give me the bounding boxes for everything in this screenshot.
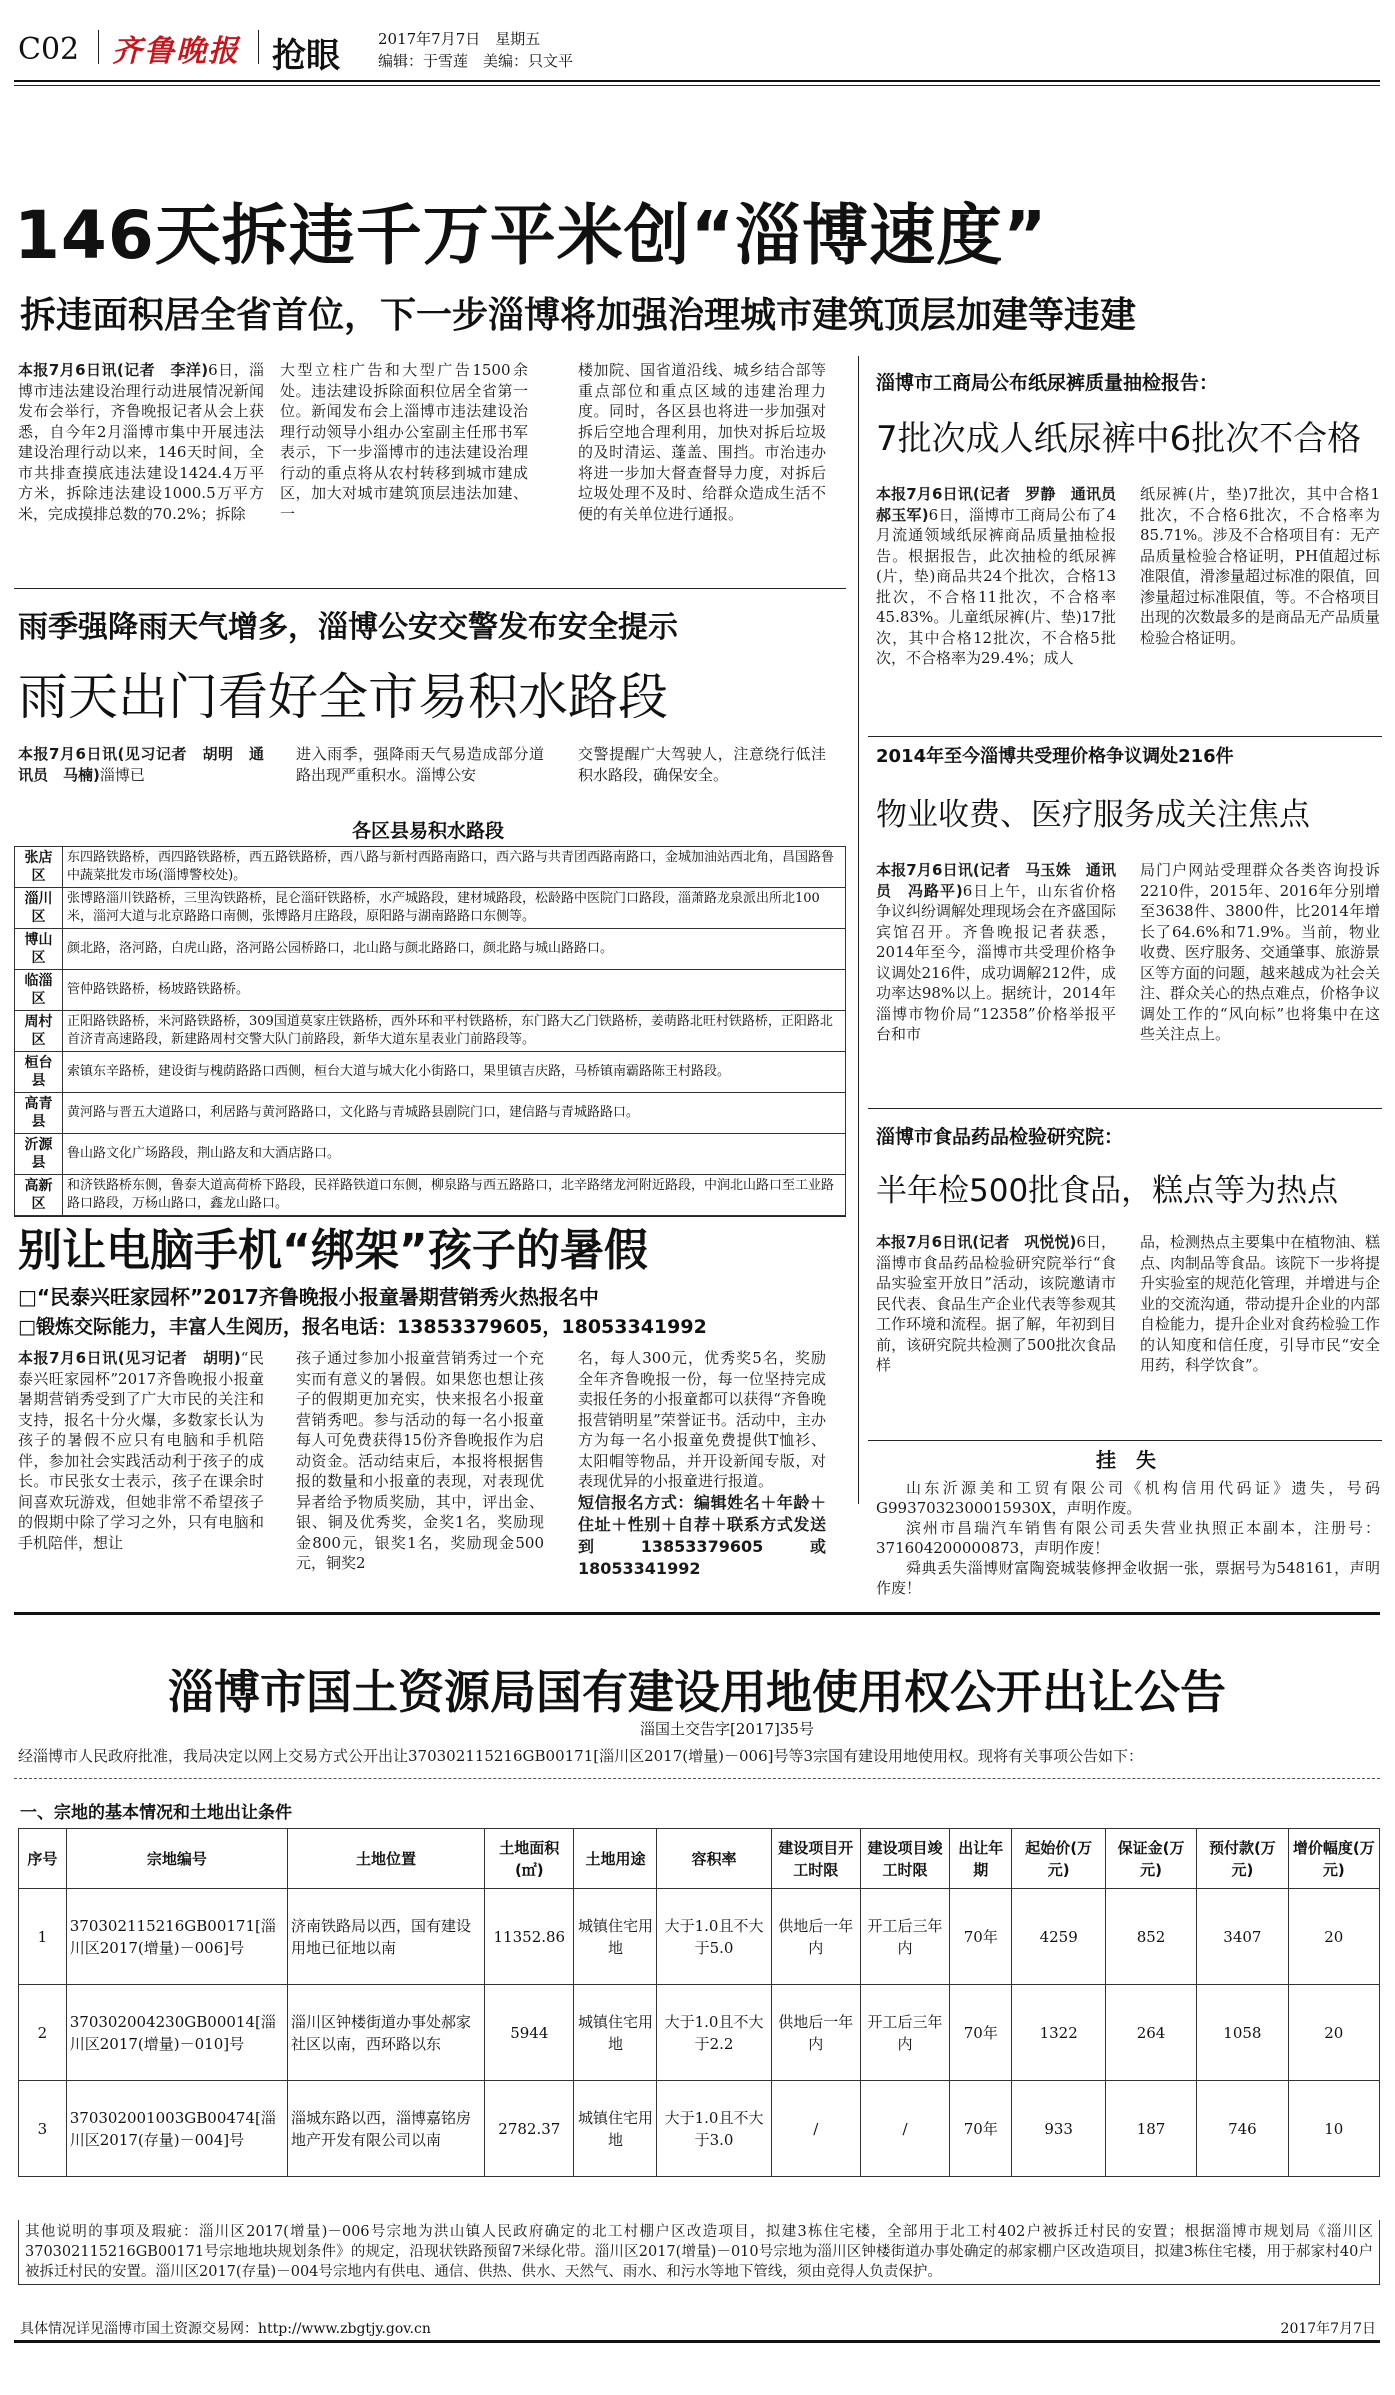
district-roads: 黄河路与晋五大道路口，利居路与黄河路路口，文化路与青城路县剧院门口，建信路与青城路路口。: [63, 1093, 846, 1134]
lost-notice-item: 滨州市昌瑞汽车销售有限公司丢失营业执照正本副本，注册号：371604200000873，声明作废！: [876, 1519, 1380, 1557]
rain-byline: 本报7月6日讯(见习记者 胡明 通讯员 马楠): [18, 745, 264, 784]
flood-table-row: [15, 1011, 846, 1052]
district-roads: 正阳路铁路桥，米河路铁路桥，309国道莫家庄铁路桥，西外环和平村铁路桥，东门路大乙门铁路桥，姜萌路北旺村铁路桥，正阳路北首济青高速路段，新建路周村交警大队门前路段，新华大道东星表业门前路段等。: [63, 1011, 846, 1052]
district-roads: 东四路铁路桥，西四路铁路桥，西五路铁路桥，西八路与新村西路南路口，西六路与共青团西路南路口，金城加油站西北角，昌国路鲁中蔬菜批发市场(淄博警校处)。: [63, 847, 846, 888]
price-column-2: 局门户网站受理群众各类咨询投诉2210件，2015年、2016年分别增至3638件、3800件，比2014年增长了64.6%和71.9%。当前，物业收费、医疗服务、交通肇事、旅游景区等方面的问题，越来越成为社会关注、群众关心的热点难点，价格争议调处工作的“风向标”也将集中在这些关注点上。: [1140, 861, 1381, 1043]
rain-kicker: 雨季强降雨天气增多，淄博公安交警发布安全提示: [18, 610, 678, 645]
district-roads: 鲁山路文化广场路段，荆山路友和大酒店路口。: [63, 1134, 846, 1175]
column-divider: [858, 356, 859, 1504]
land-table-header: 土地位置: [287, 1829, 484, 1889]
land-table-cell: 370302115216GB00171[淄川区2017(增量)－006]号: [66, 1889, 287, 1985]
land-table-header: 保证金(万元): [1105, 1829, 1196, 1889]
masthead-divider: [258, 30, 259, 64]
land-table-header: 土地用途: [574, 1829, 657, 1889]
district-roads: 张博路淄川铁路桥，三里沟铁路桥，昆仑淄矸铁路桥，水产城路段，建材城路段，松龄路中医院门口路段，淄萧路龙泉派出所北100米，淄河大道与北京路路口南侧，张博路月庄路段，原阳路与湖南路路口东侧等。: [63, 888, 846, 929]
flood-table-row: [15, 929, 846, 970]
diaper-column-2: 纸尿裤(片，垫)7批次，其中合格1批次，不合格6批次，不合格率为85.71%。涉及不合格项目有：无产品质量检验合格证明，PH值超过标准限值，滑渗量超过标准的限值，回渗量超过标准限值，等。不合格项目出现的次数最多的是商品无产品质量检验合格证明。: [1140, 485, 1381, 647]
land-table-cell: 济南铁路局以西，国有建设用地已征地以南: [287, 1889, 484, 1985]
land-table-cell: 70年: [950, 1985, 1012, 2081]
diaper-headline: 7批次成人纸尿裤中6批次不合格: [876, 419, 1362, 459]
editor-credits: 编辑：于雪莲 美编：只文平: [378, 52, 574, 70]
land-table-cell: 1322: [1012, 1985, 1105, 2081]
masthead-divider: [98, 30, 99, 64]
section-rule: [14, 1216, 846, 1217]
notice-footer-link: 具体情况详见淄博市国土资源交易网：http://www.zbgtjy.gov.cn: [20, 2321, 431, 2337]
lost-notice-item: 山东沂源美和工贸有限公司《机构信用代码证》遗失，号码G9937032300015930X，声明作废。: [876, 1479, 1380, 1517]
section-rule: [868, 1440, 1382, 1441]
flood-table-wrap: [14, 846, 846, 1216]
land-table-cell: 城镇住宅用地: [574, 1889, 657, 1985]
lead-column-1: [18, 360, 264, 524]
land-table-cell: 供地后一年内: [771, 1985, 860, 2081]
lead-column-3: 楼加院、国省道沿线、城乡结合部等重点部位和重点区域的违建治理力度。同时，各区县也将进一步加强对拆后空地合理利用，加快对拆后垃圾的及时清运、蓬盖、围挡。市治违办将进一步加大督查督导力度，对拆后垃圾处理不及时、给群众造成生活不便的有关单位进行通报。: [578, 361, 826, 523]
land-table-cell: 供地后一年内: [771, 1889, 860, 1985]
land-table-cell: 大于1.0且不大于2.2: [657, 1985, 771, 2081]
land-table-header: 序号: [19, 1829, 67, 1889]
summer-text-3: 名，每人300元，优秀奖5名，奖励全年齐鲁晚报一份，每一位坚持完成卖报任务的小报童都可以获得“齐鲁晚报营销明星”荣誉证书。活动中，主办方为每一名小报童免费提供T恤衫、太阳帽等物品，并开设新闻专版，对表现优异的小报童进行报道。: [578, 1349, 826, 1490]
food-kicker: 淄博市食品药品检验研究院：: [876, 1126, 1124, 1148]
section-name: 抢眼: [272, 36, 340, 76]
flood-table-row: [15, 888, 846, 929]
land-table-cell: 370302001003GB00474[淄川区2017(存量)－004]号: [66, 2081, 287, 2177]
land-table-wrap: [18, 1828, 1380, 2177]
flood-table-row: [15, 1175, 846, 1216]
land-table-header: 容积率: [657, 1829, 771, 1889]
lead-headline: 146天拆违千万平米创“淄博速度”: [14, 197, 1048, 274]
land-table-cell: 20: [1288, 1985, 1379, 2081]
flood-roads-table: [14, 846, 846, 1216]
land-table-header: 出让年期: [950, 1829, 1012, 1889]
land-table-header: 预付款(万元): [1197, 1829, 1288, 1889]
land-table-cell: 746: [1197, 2081, 1288, 2177]
rain-headline: 雨天出门看好全市易积水路段: [18, 668, 668, 726]
notice-footer-date: 2017年7月7日: [1280, 2321, 1376, 2337]
notice-intro: 经淄博市人民政府批准，我局决定以网上交易方式公开出让370302115216GB00171[淄川区2017(增量)－006]号等3宗国有建设用地使用权。现将有关事项公告如下：: [18, 1747, 1144, 1765]
rain-column-3: 交警提醒广大驾驶人，注意绕行低洼积水路段，确保安全。: [578, 745, 826, 784]
land-table-header: 增价幅度(万元): [1288, 1829, 1379, 1889]
notice-reference: 淄国土交告字[2017]35号: [640, 1720, 814, 1738]
summer-byline: 本报7月6日讯(见习记者 胡明): [18, 1349, 241, 1367]
rain-column-2: 进入雨季，强降雨天气易造成部分道路出现严重积水。淄博公安: [296, 745, 544, 784]
land-table-cell: 2: [19, 1985, 67, 2081]
land-table-cell: 城镇住宅用地: [574, 1985, 657, 2081]
flood-table-row: [15, 1052, 846, 1093]
lead-byline: 本报7月6日讯(记者 李洋): [18, 361, 209, 379]
district-name: 临淄区: [15, 970, 63, 1011]
district-name: 博山区: [15, 929, 63, 970]
page-code: C02: [18, 32, 80, 67]
rain-column-1: [18, 744, 264, 785]
rain-text-1: 淄博已: [99, 765, 145, 784]
lead-text-1: 6日，淄博市违法建设治理行动进展情况新闻发布会举行，齐鲁晚报记者从会上获悉，自今年2月淄博市集中开展违法建设治理行动以来，146天时间，全市共排查摸底违法建设1424.4万平方米，拆除违法建设1000.5万平方米，完成摸排总数的70.2%；拆除: [18, 361, 265, 523]
district-name: 淄川区: [15, 888, 63, 929]
food-column-2: 品，检测热点主要集中在植物油、糕点、肉制品等食品。该院下一步将提升实验室的规范化管理，并增进与企业的交流沟通，带动提升企业的内部自检能力，提升企业对食药检验工作的认知度和信任度，引导市民“安全用药，科学饮食”。: [1140, 1233, 1381, 1374]
section-rule: [14, 588, 846, 589]
district-roads: 和济铁路桥东侧，鲁泰大道高荷桥下路段，民祥路铁道口东侧，柳泉路与西五路路口，北辛路绪龙河附近路段，中润北山路口至工业路路口路段，万杨山路口，鑫龙山路口。: [63, 1175, 846, 1216]
section-rule: [868, 1108, 1382, 1109]
district-name: 周村区: [15, 1011, 63, 1052]
lead-subhead: 拆违面积居全省首位，下一步淄博将加强治理城市建筑顶层加建等违建: [20, 295, 1137, 336]
notice-section-title: 一、宗地的基本情况和土地出让条件: [20, 1803, 292, 1823]
price-column-1: [876, 860, 1116, 1045]
land-table-cell: 70年: [950, 2081, 1012, 2177]
summer-subhead-1: □“民泰兴旺家园杯”2017齐鲁晚报小报童暑期营销秀火热报名中: [18, 1285, 599, 1309]
flood-table-row: [15, 1093, 846, 1134]
land-table-cell: 5944: [485, 1985, 574, 2081]
flood-table-row: [15, 970, 846, 1011]
notice-footnote: 其他说明的事项及瑕疵：淄川区2017(增量)－006号宗地为洪山镇人民政府确定的北工村棚户区改造项目，拟建3栋住宅楼，全部用于北工村402户被拆迁村民的安置；根据淄博市规划局《淄川区370302115216GB00171号宗地地块规划条件》的规定，沿现状铁路预留7米绿化带。淄川区2017(增量)－010号宗地为淄川区钟楼街道办事处确定的郝家棚户区改造项目，拟建3栋住宅楼，用于郝家村40户被拆迁村民的安置。淄川区2017(存量)－004号宗地内有供电、通信、供热、供水、天然气、雨水、和污水等地下管线，须由竞得人负责保护。: [18, 2220, 1380, 2285]
summer-signup: 短信报名方式：编辑姓名＋年龄＋住址＋性别＋自荐＋联系方式发送到13853379605或18053341992: [578, 1492, 826, 1578]
land-table-header: 宗地编号: [66, 1829, 287, 1889]
district-roads: 索镇东辛路桥，建设街与槐荫路路口西侧，桓台大道与城大化小街路口，果里镇吉庆路，马桥镇南霸路陈王村路段。: [63, 1052, 846, 1093]
land-table-cell: 城镇住宅用地: [574, 2081, 657, 2177]
land-table-header: 建设项目竣工时限: [860, 1829, 949, 1889]
lost-notice-item: 舜典丢失淄博财富陶瓷城装修押金收据一张，票据号为548161，声明作废！: [876, 1559, 1380, 1597]
flood-table-row: [15, 1134, 846, 1175]
land-table-cell: 4259: [1012, 1889, 1105, 1985]
land-table-cell: 淄城东路以西，淄博嘉铭房地产开发有限公司以南: [287, 2081, 484, 2177]
summer-column-2: 孩子通过参加小报童营销秀过一个充实而有意义的暑假。如果您也想让孩子的假期更加充实，快来报名小报童营销秀吧。参与活动的每一名小报童每人可免费获得15份齐鲁晚报作为启动资金。活动结束后，本报将根据售报的数量和小报童的表现，对表现优异者给予物质奖励，其中，评出金、银、铜及优秀奖，金奖1名，奖励现金800元，银奖1名，奖励现金500元，铜奖2: [296, 1349, 544, 1572]
summer-headline: 别让电脑手机“绑架”孩子的暑假: [18, 1225, 648, 1276]
land-table-row: [19, 1889, 1380, 1985]
food-text-1: 6日，淄博市食品药品检验研究院举行“食品实验室开放日”活动，该院邀请市民代表、食品生产企业代表等参观其工作环境和流程。据了解，年初到目前，该研究院共检测了500批次食品样: [876, 1233, 1117, 1374]
summer-text-1: “民泰兴旺家园杯”2017齐鲁晚报小报童暑期营销秀受到了广大市民的关注和支持，报名十分火爆，多数家长认为孩子的暑假不应只有电脑和手机陪伴，参加社会实践活动利于孩子的成长。市民张女士表示，孩子在课余时间喜欢玩游戏，但她非常不希望孩子的假期中除了学习之外，只有电脑和手机陪伴，想让: [18, 1349, 264, 1552]
land-table-row: [19, 1985, 1380, 2081]
paper-logo: 齐鲁晚报: [112, 34, 240, 69]
lead-column-2: 大型立柱广告和大型广告1500余处。违法建设拆除面积位居全省第一位。新闻发布会上淄博市违法建设治理行动领导小组办公室副主任邢书军表示，下一步淄博市的违法建设治理行动的重点将从农村转移到城市建成区，加大对城市建筑顶层违法加建、一: [280, 361, 528, 523]
land-table-cell: 开工后三年内: [860, 1985, 949, 2081]
land-table-cell: 10: [1288, 2081, 1379, 2177]
summer-column-3: [578, 1348, 826, 1580]
food-column-1: [876, 1232, 1116, 1376]
issue-date: 2017年7月7日 星期五: [378, 30, 541, 48]
land-table-cell: 2782.37: [485, 2081, 574, 2177]
district-name: 高青县: [15, 1093, 63, 1134]
land-table-cell: 11352.86: [485, 1889, 574, 1985]
flood-table-title: 各区县易积水路段: [351, 820, 504, 842]
land-table-header: 土地面积(㎡): [485, 1829, 574, 1889]
district-name: 桓台县: [15, 1052, 63, 1093]
land-table-row: [19, 2081, 1380, 2177]
diaper-byline: 本报7月6日讯(记者 罗静 通讯员 郝玉军): [876, 485, 1132, 524]
price-text-1: 6日上午，山东省价格争议纠纷调解处理现场会在齐盛国际宾馆召开。齐鲁晚报记者获悉，2014年至今，淄博市共受理价格争议调处216件，成功调解212件，成功率达98%以上。据统计，2014年淄博市物价局“12358”价格举报平台和市: [876, 881, 1117, 1043]
land-parcels-table: [18, 1828, 1380, 2177]
summer-subhead-2: □锻炼交际能力，丰富人生阅历，报名电话：13853379605，18053341992: [18, 1316, 707, 1338]
district-roads: 颜北路，洛河路，白虎山路，洛河路公园桥路口，北山路与颜北路路口，颜北路与城山路路口。: [63, 929, 846, 970]
district-name: 沂源县: [15, 1134, 63, 1175]
land-table-cell: 933: [1012, 2081, 1105, 2177]
land-table-cell: 淄川区钟楼街道办事处郝家社区以南，西环路以东: [287, 1985, 484, 2081]
notice-title: 淄博市国土资源局国有建设用地使用权公开出让公告: [168, 1665, 1226, 1719]
masthead-rule: [14, 80, 1380, 82]
notice-top-rule: [14, 1612, 1380, 1615]
land-table-cell: 852: [1105, 1889, 1196, 1985]
land-table-cell: 3407: [1197, 1889, 1288, 1985]
lost-notices-list: [876, 1478, 1380, 1598]
diaper-column-1: [876, 484, 1132, 669]
land-table-cell: 3: [19, 2081, 67, 2177]
district-name: 高新区: [15, 1175, 63, 1216]
section-rule: [868, 736, 1382, 737]
price-kicker: 2014年至今淄博共受理价格争议调处216件: [876, 746, 1234, 767]
land-table-header: 建设项目开工时限: [771, 1829, 860, 1889]
land-table-header: 起始价(万元): [1012, 1829, 1105, 1889]
masthead-rule: [14, 85, 1380, 86]
district-name: 张店区: [15, 847, 63, 888]
land-table-cell: 187: [1105, 2081, 1196, 2177]
land-table-cell: 大于1.0且不大于5.0: [657, 1889, 771, 1985]
food-headline: 半年检500批食品，糕点等为热点: [876, 1173, 1339, 1209]
land-table-cell: 开工后三年内: [860, 1889, 949, 1985]
lost-notices-title: 挂 失: [1096, 1448, 1156, 1472]
land-table-cell: 大于1.0且不大于3.0: [657, 2081, 771, 2177]
land-table-cell: 70年: [950, 1889, 1012, 1985]
flood-table-row: [15, 847, 846, 888]
summer-column-1: [18, 1348, 264, 1553]
diaper-kicker: 淄博市工商局公布纸尿裤质量抽检报告：: [876, 372, 1219, 394]
food-byline: 本报7月6日讯(记者 巩悦悦): [876, 1233, 1077, 1251]
land-table-cell: 370302004230GB00014[淄川区2017(增量)－010]号: [66, 1985, 287, 2081]
land-table-cell: 1058: [1197, 1985, 1288, 2081]
notice-bottom-rule: [14, 2340, 1380, 2343]
land-table-cell: 1: [19, 1889, 67, 1985]
land-table-cell: 20: [1288, 1889, 1379, 1985]
district-roads: 管仲路铁路桥，杨坡路铁路桥。: [63, 970, 846, 1011]
notice-divider: [14, 1778, 1380, 1779]
price-byline: 本报7月6日讯(记者 马玉姝 通讯员 冯路平): [876, 861, 1116, 900]
land-table-cell: 264: [1105, 1985, 1196, 2081]
land-table-cell: /: [771, 2081, 860, 2177]
land-table-cell: /: [860, 2081, 949, 2177]
diaper-text-1: 6日，淄博市工商局公布了4月流通领域纸尿裤商品质量抽检报告。根据报告，此次抽检的纸尿裤(片，垫)商品共24个批次，合格13批次，不合格11批次，不合格率45.83%。儿童纸尿裤(片、垫)17批次，其中合格12批次，不合格5批次，不合格率为29.4%；成人: [876, 505, 1116, 667]
price-headline: 物业收费、医疗服务成关注焦点: [876, 797, 1310, 833]
